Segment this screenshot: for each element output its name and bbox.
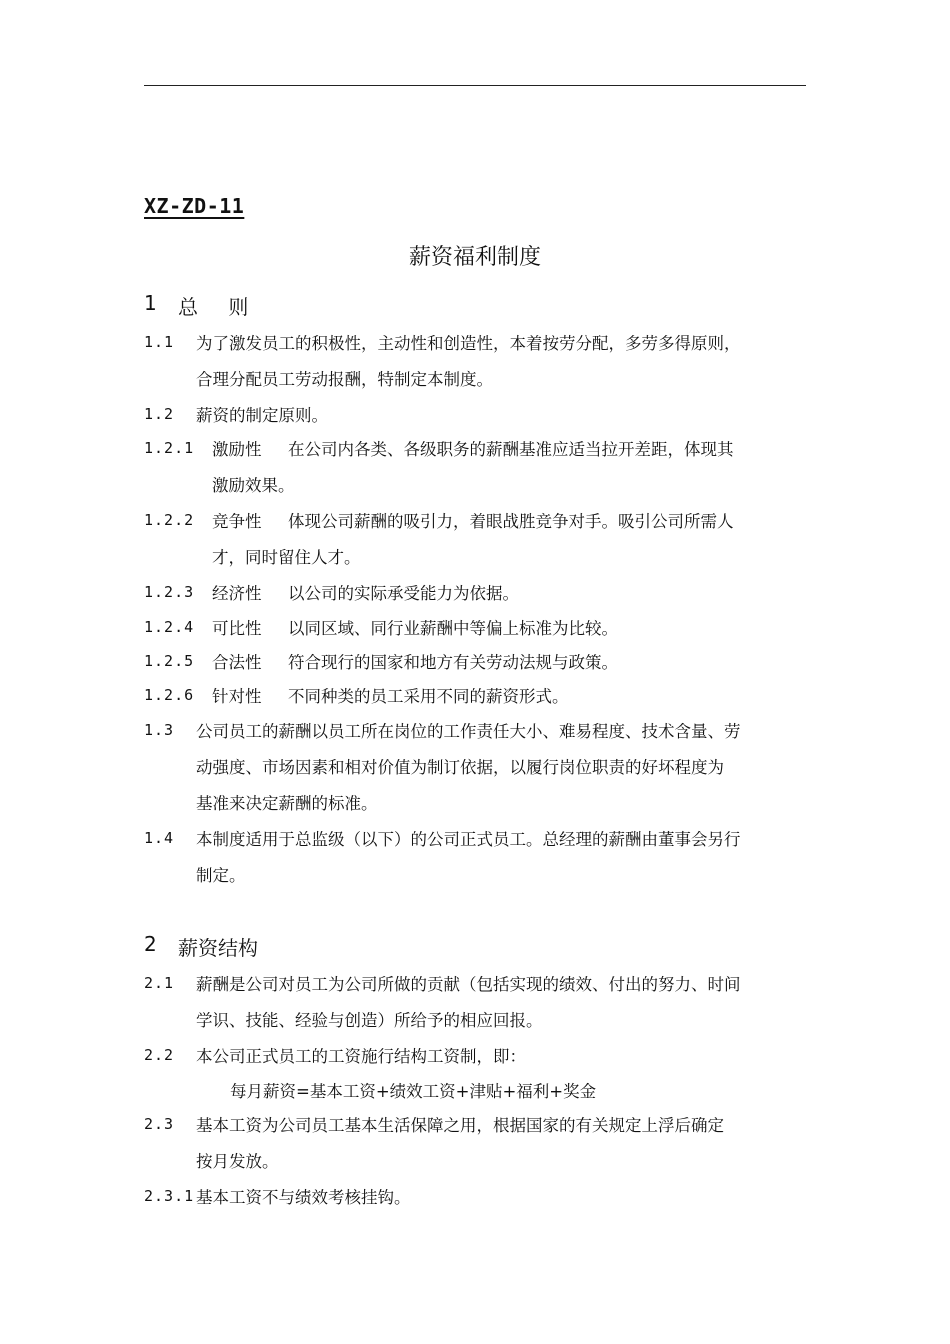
section-title: 薪资结构 xyxy=(178,936,258,960)
clause-number: 1.2.2 xyxy=(144,511,195,529)
clause-1-2-1 xyxy=(144,430,806,502)
clause-term: 经济性 xyxy=(212,584,262,603)
clause-number: 1.2.3 xyxy=(144,583,195,601)
document-title: 薪资福利制度 xyxy=(408,245,541,270)
clause-text: 按月发放。 xyxy=(196,1152,279,1171)
clause-1-1 xyxy=(144,324,806,396)
section-heading-1 xyxy=(144,291,260,320)
clause-1-2-4 xyxy=(144,609,806,645)
clause-text: 体现公司薪酬的吸引力，着眼战胜竞争对手。吸引公司所需人 xyxy=(288,512,734,531)
clause-number: 2.3 xyxy=(144,1115,175,1133)
clause-text: 合理分配员工劳动报酬，特制定本制度。 xyxy=(196,370,493,389)
clause-number: 2.2 xyxy=(144,1046,175,1064)
clause-term: 竞争性 xyxy=(212,512,262,531)
clause-text: 基本工资不与绩效考核挂钩。 xyxy=(196,1188,411,1207)
clause-number: 2.3.1 xyxy=(144,1187,195,1205)
section-number: 2 xyxy=(144,932,157,956)
clause-2-3-1 xyxy=(144,1178,806,1214)
clause-text: 以同区域、同行业薪酬中等偏上标准为比较。 xyxy=(288,619,618,638)
document-code: XZ-ZD-11 xyxy=(144,194,245,218)
clause-term: 可比性 xyxy=(212,619,262,638)
clause-1-4 xyxy=(144,820,806,892)
clause-1-2-3 xyxy=(144,574,806,610)
clause-text: 学识、技能、经验与创造）所给予的相应回报。 xyxy=(196,1011,543,1030)
clause-1-2-5 xyxy=(144,643,806,679)
clause-number: 1.1 xyxy=(144,333,175,351)
header-rule xyxy=(144,85,806,86)
clause-2-2 xyxy=(144,1037,806,1073)
clause-text: 符合现行的国家和地方有关劳动法规与政策。 xyxy=(288,653,618,672)
clause-1-2-6 xyxy=(144,677,806,713)
clause-text: 薪酬是公司对员工为公司所做的贡献（包括实现的绩效、付出的努力、时间 xyxy=(196,975,741,994)
clause-number: 1.2 xyxy=(144,405,175,423)
section-title: 总 则 xyxy=(178,295,261,319)
clause-term: 激励性 xyxy=(212,440,262,459)
clause-text: 为了激发员工的积极性，主动性和创造性，本着按劳分配，多劳多得原则， xyxy=(196,334,741,353)
clause-text: 才，同时留住人才。 xyxy=(212,548,361,567)
clause-text: 基准来决定薪酬的标准。 xyxy=(196,794,378,813)
clause-1-3 xyxy=(144,712,806,820)
clause-number: 1.2.5 xyxy=(144,652,195,670)
salary-formula: 每月薪资=基本工资+绩效工资+津贴+福利+奖金 xyxy=(230,1082,597,1101)
clause-number: 1.4 xyxy=(144,829,175,847)
clause-text: 制定。 xyxy=(196,866,246,885)
clause-term: 针对性 xyxy=(212,687,262,706)
clause-number: 2.1 xyxy=(144,974,175,992)
clause-text: 以公司的实际承受能力为依据。 xyxy=(288,584,519,603)
clause-text: 激励效果。 xyxy=(212,476,295,495)
clause-term: 合法性 xyxy=(212,653,262,672)
clause-2-1 xyxy=(144,965,806,1037)
clause-1-2-2 xyxy=(144,502,806,574)
clause-text: 本制度适用于总监级（以下）的公司正式员工。总经理的薪酬由董事会另行 xyxy=(196,830,741,849)
clause-text: 动强度、市场因素和相对价值为制订依据，以履行岗位职责的好坏程度为 xyxy=(196,758,724,777)
clause-number: 1.3 xyxy=(144,721,175,739)
clause-text: 基本工资为公司员工基本生活保障之用，根据国家的有关规定上浮后确定 xyxy=(196,1116,724,1135)
clause-text: 不同种类的员工采用不同的薪资形式。 xyxy=(288,687,569,706)
clause-number: 1.2.4 xyxy=(144,618,195,636)
clause-number: 1.2.6 xyxy=(144,686,195,704)
section-heading-2 xyxy=(144,932,258,961)
clause-1-2 xyxy=(144,396,806,432)
section-number: 1 xyxy=(144,291,157,315)
clause-text: 公司员工的薪酬以员工所在岗位的工作责任大小、难易程度、技术含量、劳 xyxy=(196,722,741,741)
clause-number: 1.2.1 xyxy=(144,439,195,457)
clause-text: 在公司内各类、各级职务的薪酬基准应适当拉开差距，体现其 xyxy=(288,440,734,459)
clause-text: 本公司正式员工的工资施行结构工资制，即： xyxy=(196,1047,526,1066)
clause-text: 薪资的制定原则。 xyxy=(196,406,328,425)
clause-2-3 xyxy=(144,1106,806,1178)
